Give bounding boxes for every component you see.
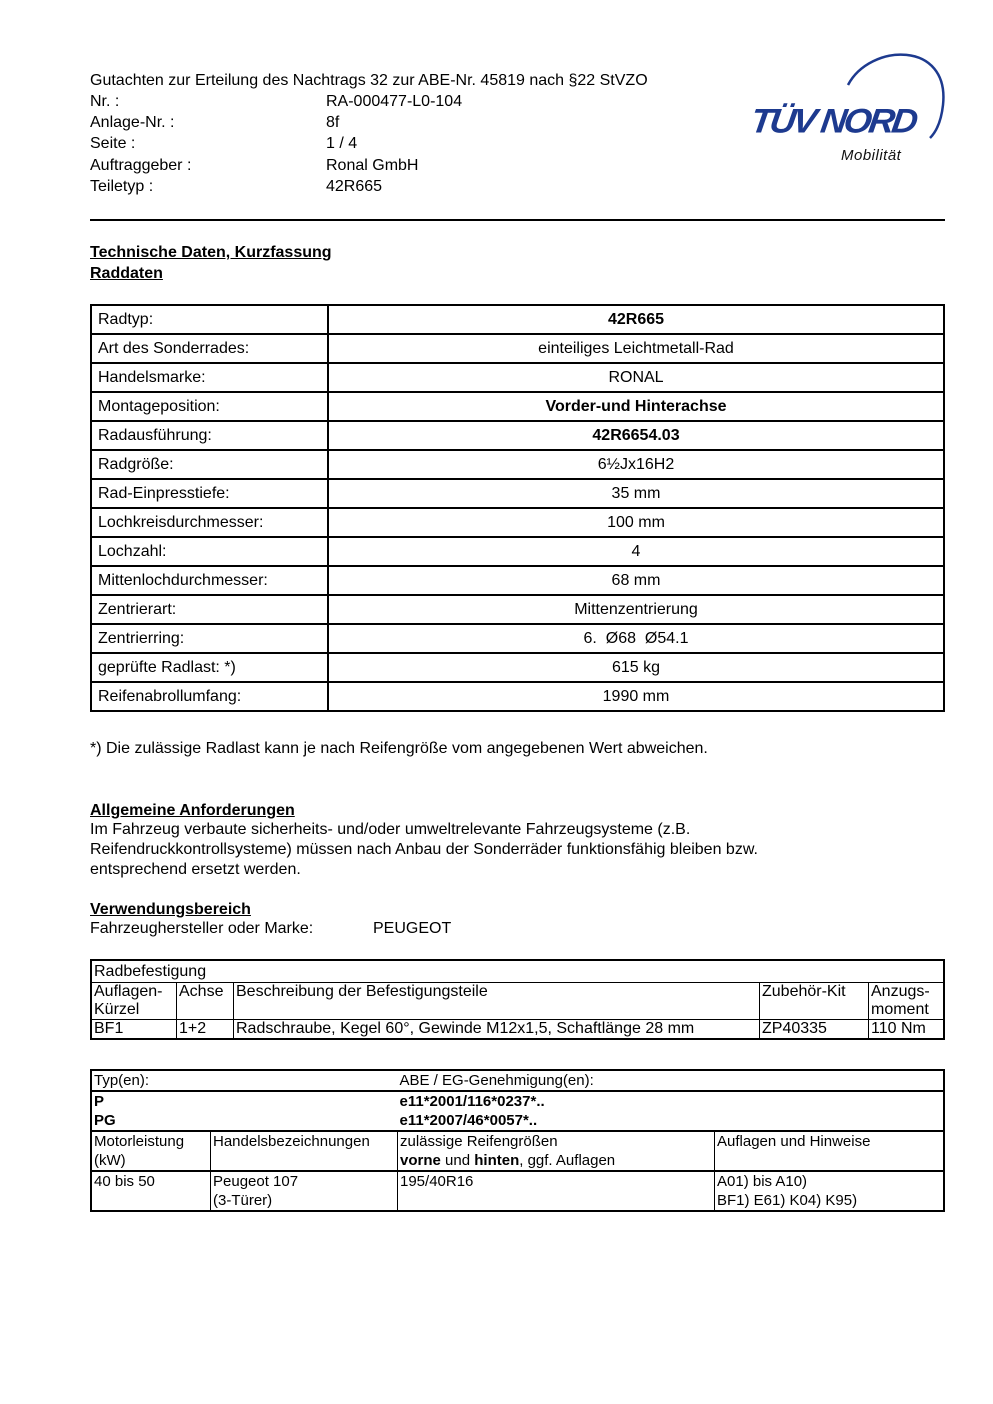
kit-cell: ZP40335 [760, 1020, 869, 1040]
row-label: geprüfte Radlast: *) [91, 653, 328, 682]
tuv-nord-logo [745, 45, 950, 175]
header-text: Motorleistung [94, 1133, 185, 1150]
section-title-general: Allgemeine Anforderungen [90, 802, 295, 819]
table-row [91, 508, 944, 537]
row-value: 6. Ø68 Ø54.1 [328, 624, 944, 653]
row-value: 1990 mm [328, 682, 944, 711]
section-subtitle-raddaten: Raddaten [90, 265, 163, 282]
table-header-row [91, 983, 944, 1020]
header-bold: vorne [400, 1152, 441, 1169]
type-entry-row [91, 1091, 944, 1111]
row-label: Zentrierart: [91, 595, 328, 624]
tires-cell: 195/40R16 [398, 1171, 715, 1211]
type-code: PG [94, 1112, 116, 1129]
header-field-nr [90, 91, 462, 112]
row-value: Vorder-und Hinterachse [328, 392, 944, 421]
row-label: Lochzahl: [91, 537, 328, 566]
trade-cell [211, 1171, 398, 1211]
field-label: Teiletyp : [90, 178, 154, 195]
row-value: einteiliges Leichtmetall-Rad [328, 334, 944, 363]
field-value: 1 / 4 [326, 135, 358, 152]
field-label: Anlage-Nr. : [90, 114, 175, 131]
row-label: Rad-Einpresstiefe: [91, 479, 328, 508]
table-row [91, 537, 944, 566]
header-cell: Beschreibung der Befestigungsteile [234, 983, 760, 1020]
field-value: 8f [326, 114, 340, 131]
row-label: Radgröße: [91, 450, 328, 479]
notes-cell [715, 1171, 945, 1211]
table-row [91, 479, 944, 508]
general-text [90, 820, 890, 880]
table-row [91, 450, 944, 479]
row-value: 6½Jx16H2 [328, 450, 944, 479]
field-value: 42R665 [326, 178, 383, 195]
header-cell: Zubehör-Kit [760, 983, 869, 1020]
manufacturer-label: Fahrzeughersteller oder Marke: [90, 920, 314, 937]
header-field-anlage [90, 112, 339, 133]
manufacturer-line [90, 919, 890, 939]
header-text: (kW) [94, 1152, 126, 1169]
header-divider [90, 219, 945, 221]
header-text: und [440, 1152, 475, 1169]
table-row [91, 595, 944, 624]
row-value: Mittenzentrierung [328, 595, 944, 624]
field-label: Seite : [90, 135, 136, 152]
notes-text: A01) bis A10) [717, 1173, 808, 1190]
header-cell: Handelsbezeichnungen [211, 1131, 398, 1171]
table-row [91, 1171, 944, 1211]
type-entry-row [91, 1111, 944, 1131]
row-label: Reifenabrollumfang: [91, 682, 328, 711]
general-line: entsprechend ersetzt werden. [90, 861, 301, 878]
header-cell: Achse [177, 983, 234, 1020]
header-field-teiletyp [90, 176, 382, 197]
header-cell [869, 983, 945, 1020]
table-title-row [91, 960, 944, 983]
field-value: RA-000477-L0-104 [326, 93, 463, 110]
row-label: Lochkreisdurchmesser: [91, 508, 328, 537]
fastening-table [90, 959, 945, 1040]
row-value: 4 [328, 537, 944, 566]
table-row [91, 682, 944, 711]
notes-text: BF1) E61) K04) K95) [717, 1192, 858, 1209]
header-text: Anzugs- [871, 983, 930, 1000]
header-text: zulässige Reifengrößen [400, 1133, 558, 1150]
field-label: Auftraggeber : [90, 157, 192, 174]
row-label: Zentrierring: [91, 624, 328, 653]
header-text: , ggf. Auflagen [519, 1152, 616, 1169]
table-row [91, 305, 944, 334]
table-row [91, 421, 944, 450]
general-line: Reifendruckkontrollsysteme) müssen nach Anbau der Sonderräder funktionsfähig bleiben bzw. [90, 841, 758, 858]
trade-text: (3-Türer) [213, 1192, 273, 1209]
vehicle-types-table [90, 1069, 945, 1212]
wheel-data-table [90, 304, 945, 712]
fastening-title: Radbefestigung [91, 960, 944, 983]
header-cell [398, 1131, 715, 1171]
power-cell: 40 bis 50 [91, 1171, 211, 1211]
table-row [91, 392, 944, 421]
table-row [91, 1020, 944, 1040]
header-text: moment [871, 1001, 929, 1018]
row-value: RONAL [328, 363, 944, 392]
table-header-row [91, 1131, 944, 1171]
table-row [91, 566, 944, 595]
header-bold: hinten [474, 1152, 520, 1169]
header-field-seite [90, 133, 357, 154]
table-row [91, 363, 944, 392]
row-value: 42R6654.03 [328, 421, 944, 450]
field-value: Ronal GmbH [326, 157, 419, 174]
torque-cell: 110 Nm [869, 1020, 945, 1040]
logo-brand: TÜV NORD [748, 101, 918, 140]
field-label: Nr. : [90, 93, 120, 110]
section-title-technical: Technische Daten, Kurzfassung [90, 244, 332, 261]
section-title-usage: Verwendungsbereich [90, 901, 251, 918]
row-label: Radausführung: [91, 421, 328, 450]
row-value: 615 kg [328, 653, 944, 682]
row-value: 35 mm [328, 479, 944, 508]
axle-cell: 1+2 [177, 1020, 234, 1040]
trade-text: Peugeot 107 [213, 1173, 299, 1190]
approval-number: e11*2001/116*0237*.. [398, 1091, 945, 1111]
header-text: Kürzel [94, 1001, 140, 1018]
table-row [91, 624, 944, 653]
header-cell [91, 983, 177, 1020]
row-label: Montageposition: [91, 392, 328, 421]
header-text [400, 1151, 712, 1170]
approval-label: ABE / EG-Genehmigung(en): [399, 1072, 594, 1089]
row-label: Radtyp: [91, 305, 328, 334]
approval-number: e11*2007/46*0057*.. [399, 1112, 538, 1129]
type-label: Typ(en): [94, 1072, 150, 1089]
code-cell: BF1 [91, 1020, 177, 1040]
row-label: Art des Sonderrades: [91, 334, 328, 363]
row-value: 42R665 [328, 305, 944, 334]
row-value: 68 mm [328, 566, 944, 595]
row-label: Handelsmarke: [91, 363, 328, 392]
header-cell [91, 1131, 211, 1171]
general-line: Im Fahrzeug verbaute sicherheits- und/oder umweltrelevante Fahrzeugsysteme (z.B. [90, 821, 691, 838]
table-row [91, 653, 944, 682]
logo-subtitle: Mobilität [841, 147, 902, 164]
header-cell: Auflagen und Hinweise [715, 1131, 945, 1171]
row-label: Mittenlochdurchmesser: [91, 566, 328, 595]
header-field-auftraggeber [90, 155, 418, 176]
document-title: Gutachten zur Erteilung des Nachtrags 32 zur ABE-Nr. 45819 nach §22 StVZO [90, 72, 648, 89]
description-cell: Radschraube, Kegel 60°, Gewinde M12x1,5, Schaftlänge 28 mm [234, 1020, 760, 1040]
types-header-row [91, 1070, 944, 1091]
radlast-footnote: *) Die zulässige Radlast kann je nach Reifengröße vom angegebenen Wert abweichen. [90, 740, 708, 757]
header-text: Auflagen- [94, 983, 163, 1000]
table-row [91, 334, 944, 363]
row-value: 100 mm [328, 508, 944, 537]
manufacturer-value: PEUGEOT [373, 920, 452, 937]
type-code: P [91, 1091, 398, 1111]
